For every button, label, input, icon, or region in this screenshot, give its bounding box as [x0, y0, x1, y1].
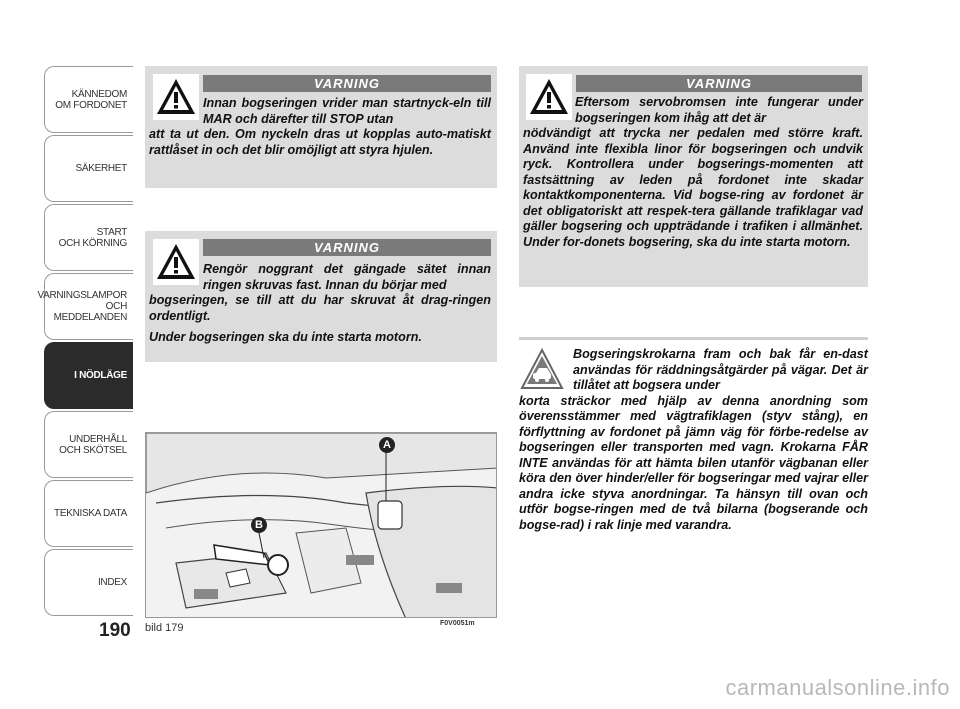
warning-body: bogseringen, se till att du har skruvat åt drag-ringen ordentligt. [149, 293, 491, 323]
warning-title-bar: VARNING [203, 75, 491, 92]
warning-title-bar: VARNING [576, 75, 862, 92]
note-divider [519, 337, 868, 340]
note-lead: Bogseringskrokarna fram och bak får en-dast användas för räddningsåtgärder på vägar. Det är tillåtet att bogsera under [573, 347, 868, 392]
warning-box-2 [145, 231, 497, 362]
page-number: 190 [99, 620, 131, 641]
tab-kannedom[interactable]: KÄNNEDOM OM FORDONET [44, 66, 133, 133]
figure-caption: bild 179 [145, 622, 184, 634]
tab-tekniska-data[interactable]: TEKNISKA DATA [44, 480, 133, 547]
tab-varningslampor[interactable]: VARNINGSLAMPOR OCH MEDDELANDEN [44, 273, 133, 340]
tab-sakerhet[interactable]: SÄKERHET [44, 135, 133, 202]
warning-text [523, 95, 863, 250]
label-a-marker: A [379, 437, 395, 453]
watermark: carmanualsonline.info [725, 675, 950, 700]
warning-lead: Innan bogseringen vrider man startnyck-eln till MAR och därefter till STOP utan [203, 96, 491, 126]
warning-title-bar: VARNING [203, 239, 491, 256]
chapter-sidebar [37, 66, 133, 618]
label-b-marker: B [251, 517, 267, 533]
warning-text [149, 262, 491, 346]
tab-i-nodlage[interactable]: I NÖDLÄGE [44, 342, 133, 409]
warning-body: nödvändigt att trycka ner pedalen med större kraft. Använd inte flexibla linor för bogseringen och undvik ryck. Kontrollera under bogserings-momenten att fastsättning av leden på fordonet inte skadar kontaktkomponenterna. Vid bogse-ring av fordonet är det obligatoriskt att respek-tera gällande trafiklagar vad gäller bogsering och uppträdande i trafiken i allmänhet. Under for-donets bogsering, ska du inte starta motorn. [523, 126, 863, 249]
tow-hook-illustration [146, 433, 497, 618]
note-body: korta sträckor med hjälp av denna anordning som överensstämmer med vägtrafiklagen (styv stång), en förflyttning av fordonet på jämn väg för förbe-redelse av bogseringen eller transporten med vagn. Krokarna FÅR INTE användas för att hämta bilen utanför vägbanan eller köra den över hinder/eller för bogseringar med vajrar eller andra icke styva anordningar. Ta hänsyn till ovan och utför bogse-ringen med de två bilarna (bogserande och bogse-rad) i rak linje med varandra. [519, 393, 868, 532]
warning-lead: Rengör noggrant det gängade sätet innan ringen skruvas fast. Innan du börjar med [203, 262, 491, 292]
note-text [519, 347, 868, 533]
tab-underhall[interactable]: UNDERHÅLL OCH SKÖTSEL [44, 411, 133, 478]
tab-index[interactable]: INDEX [44, 549, 133, 616]
warning-body: att ta ut den. Om nyckeln dras ut kopplas auto-matiskt rattlåset in och det blir omöjligt att styra hjulen. [149, 127, 491, 157]
warning-extra: Under bogseringen ska du inte starta motorn. [149, 330, 422, 344]
warning-box-1 [145, 66, 497, 188]
warning-text [149, 96, 491, 158]
tab-start[interactable]: START OCH KÖRNING [44, 204, 133, 271]
figure-code: F0V0051m [440, 620, 475, 627]
warning-lead: Eftersom servobromsen inte fungerar under bogseringen kom ihåg att det är [575, 95, 863, 125]
figure-tow-hook [145, 432, 497, 618]
warning-box-3 [519, 66, 868, 287]
